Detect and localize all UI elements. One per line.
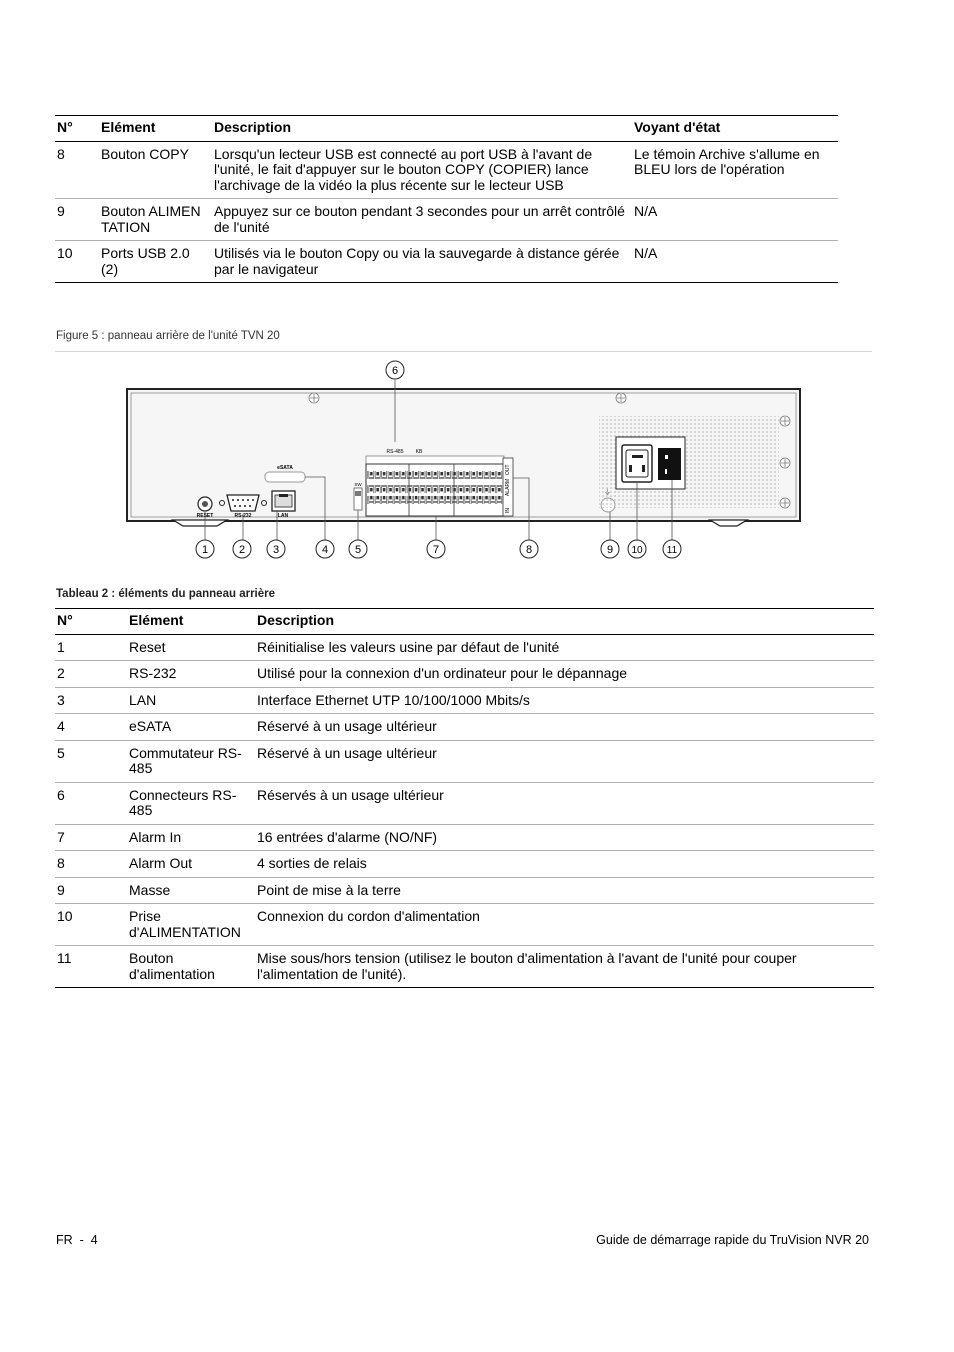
col-header-number: N° [55, 116, 99, 142]
cell-description: Utilisés via le bouton Copy ou via la sauvegarde à distance gérée par le navigateur [212, 241, 632, 283]
table-row [55, 946, 874, 988]
cell-number: 4 [55, 714, 127, 741]
page-number: FR - 4 [56, 1233, 98, 1247]
cell-number: 8 [55, 141, 99, 199]
cell-description: Réservé à un usage ultérieur [255, 740, 874, 782]
lan-label: LAN [277, 513, 289, 519]
in-label: IN [505, 508, 511, 513]
col-header-number: N° [55, 609, 127, 635]
cell-number: 1 [55, 634, 127, 661]
out-label: OUT [505, 464, 511, 475]
col-header-element: Elément [99, 116, 212, 142]
cell-element: Masse [127, 877, 255, 904]
callout-10 [628, 540, 646, 558]
cell-number: 9 [55, 199, 99, 241]
cell-element: Commutateur RS-485 [127, 740, 255, 782]
rear-panel-figure [125, 358, 805, 563]
callout-6 [386, 361, 404, 379]
svg-text:2: 2 [238, 544, 246, 556]
cell-number: 6 [55, 782, 127, 824]
cell-element: LAN [127, 687, 255, 714]
cell-number: 9 [55, 877, 127, 904]
table-caption: Tableau 2 : éléments du panneau arrière [56, 588, 275, 600]
cell-element: Bouton COPY [99, 141, 212, 199]
cell-description: 4 sorties de relais [255, 851, 874, 878]
cell-status-led: N/A [632, 199, 838, 241]
cell-element: RS-232 [127, 661, 255, 688]
callout-9 [601, 540, 619, 558]
cell-element: Ports USB 2.0 (2) [99, 241, 212, 283]
cell-description: Réservé à un usage ultérieur [255, 714, 874, 741]
table-row [55, 740, 874, 782]
callout-3 [267, 540, 285, 558]
col-header-description: Description [212, 116, 632, 142]
table-row [55, 241, 838, 283]
cell-number: 8 [55, 851, 127, 878]
cell-description: Lorsqu'un lecteur USB est connecté au port USB à l'avant de l'unité, le fait d'appuyer sur le bouton COPY (COPIER) lance l'archivage de la vidéo la plus récente sur le lecteur USB [212, 141, 632, 199]
table-row [55, 782, 874, 824]
table-row [55, 141, 838, 199]
rs485-label: RS-485 [386, 449, 404, 455]
cell-element: Prise d'ALIMENTATION [127, 904, 255, 946]
cell-description: Appuyez sur ce bouton pendant 3 secondes pour un arrêt contrôlé de l'unité [212, 199, 632, 241]
cell-number: 2 [55, 661, 127, 688]
reset-label: RESET [196, 513, 214, 519]
cell-element: Reset [127, 634, 255, 661]
svg-text:4: 4 [321, 544, 329, 556]
table-row [55, 199, 838, 241]
table-row [55, 661, 874, 688]
cell-status-led: N/A [632, 241, 838, 283]
svg-text:7: 7 [432, 544, 440, 556]
svg-text:11: 11 [666, 545, 678, 556]
cell-number: 7 [55, 824, 127, 851]
terminal-block [366, 449, 513, 516]
svg-text:10: 10 [631, 545, 643, 556]
cell-status-led: Le témoin Archive s'allume en BLEU lors de l'opération [632, 141, 838, 199]
cell-description: Utilisé pour la connexion d'un ordinateur pour le dépannage [255, 661, 874, 688]
cell-description: 16 entrées d'alarme (NO/NF) [255, 824, 874, 851]
table-row [55, 824, 874, 851]
cell-number: 10 [55, 904, 127, 946]
col-header-status-led: Voyant d'état [632, 116, 838, 142]
cell-description: Réinitialise les valeurs usine par défaut de l'unité [255, 634, 874, 661]
rs485-switch [354, 482, 362, 510]
svg-text:9: 9 [606, 544, 614, 556]
cell-number: 5 [55, 740, 127, 782]
cell-description: Point de mise à la terre [255, 877, 874, 904]
cell-element: Alarm Out [127, 851, 255, 878]
svg-text:5: 5 [354, 544, 362, 556]
figure-caption-rule [55, 351, 872, 352]
left-foot [173, 520, 227, 526]
esata-label: eSATA [277, 465, 293, 471]
cell-description: Connexion du cordon d'alimentation [255, 904, 874, 946]
table-header-row [55, 609, 874, 635]
table-row [55, 904, 874, 946]
callout-1 [196, 540, 214, 558]
cell-element: Bouton d'alimentation [127, 946, 255, 988]
table-header-row [55, 116, 838, 142]
cell-description: Mise sous/hors tension (utilisez le bouton d'alimentation à l'avant de l'unité pour couper l'alimentation de l'unité). [255, 946, 874, 988]
document-title: Guide de démarrage rapide du TruVision NVR 20 [596, 1233, 869, 1247]
cell-number: 10 [55, 241, 99, 283]
callout-7 [427, 540, 445, 558]
col-header-description: Description [255, 609, 874, 635]
table-row [55, 877, 874, 904]
right-foot [710, 520, 747, 526]
callout-8 [520, 540, 538, 558]
cell-element: eSATA [127, 714, 255, 741]
figure-caption: Figure 5 : panneau arrière de l'unité TVN 20 [56, 330, 280, 342]
callout-5 [349, 540, 367, 558]
power-supply [599, 416, 779, 508]
table-row [55, 714, 874, 741]
kb-label: KB [415, 449, 423, 455]
cell-number: 11 [55, 946, 127, 988]
callout-11 [663, 540, 681, 558]
cell-number: 3 [55, 687, 127, 714]
rs232-label: RS-232 [234, 513, 252, 519]
cell-element: Bouton ALIMENTATION [99, 199, 212, 241]
cell-element: Connecteurs RS-485 [127, 782, 255, 824]
cell-description: Interface Ethernet UTP 10/100/1000 Mbits/s [255, 687, 874, 714]
table-row [55, 687, 874, 714]
table-row [55, 634, 874, 661]
alarm-label: ALARM [505, 478, 511, 496]
svg-text:1: 1 [201, 544, 209, 556]
col-header-element: Elément [127, 609, 255, 635]
rear-panel-table [55, 608, 874, 988]
table-row [55, 851, 874, 878]
cell-description: Réservés à un usage ultérieur [255, 782, 874, 824]
callout-4 [316, 540, 334, 558]
callout-2 [233, 540, 251, 558]
svg-text:3: 3 [272, 544, 280, 556]
cell-element: Alarm In [127, 824, 255, 851]
sw-label: SW [354, 482, 362, 487]
front-panel-table [55, 115, 838, 283]
svg-text:8: 8 [525, 544, 533, 556]
svg-text:6: 6 [391, 365, 399, 377]
